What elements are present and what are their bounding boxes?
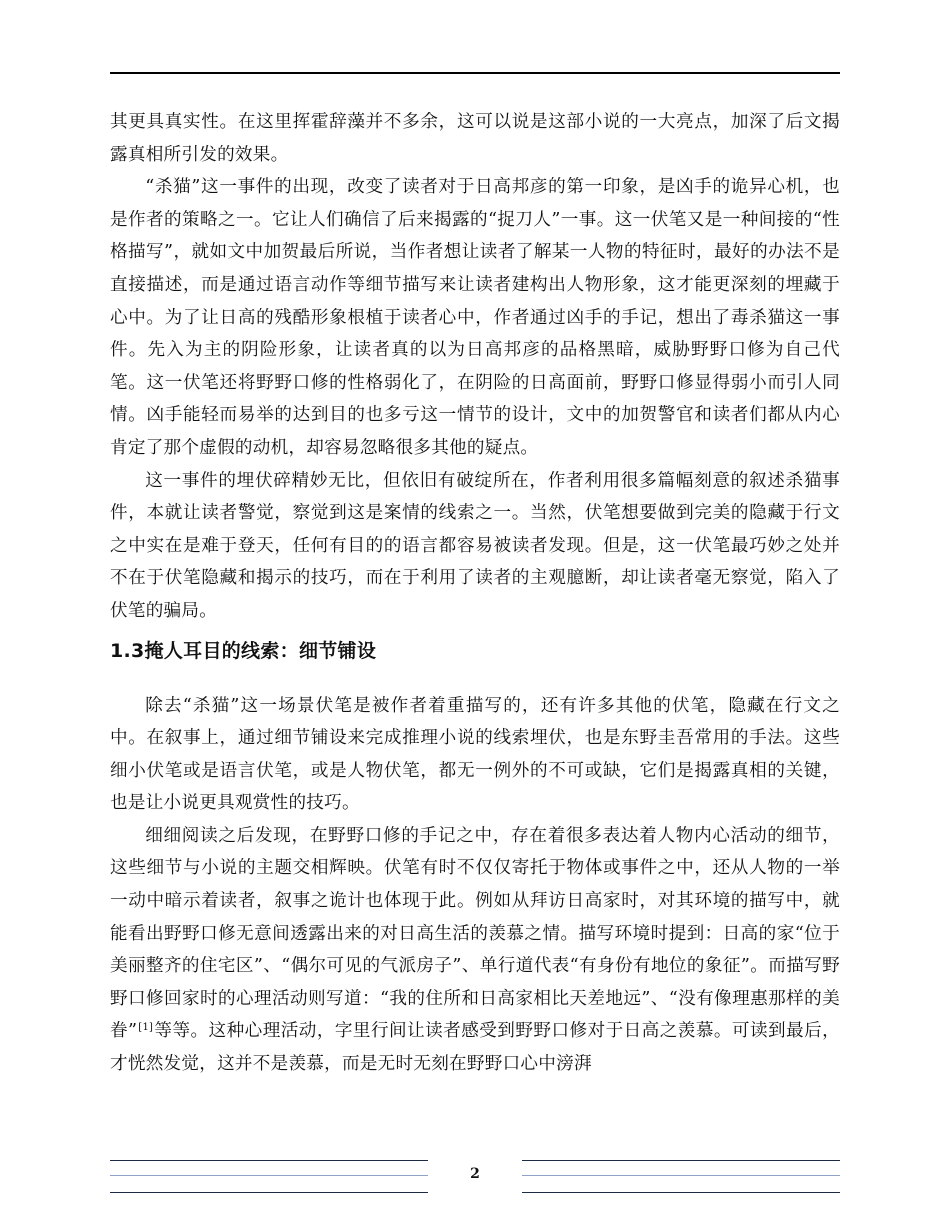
footer-rule-right-top	[522, 1160, 840, 1161]
paragraph-5-text-after-citation: 等等。这种心理活动，字里行间让读者感受到野野口修对于日高之羡慕。可读到最后，才恍然发觉，这并不是羡慕，而是无时无刻在野野口心中滂湃	[110, 1021, 840, 1075]
citation-marker[interactable]: [1]	[138, 1021, 154, 1033]
body-paragraph-4: 除去“杀猫”这一场景伏笔是被作者着重描写的，还有许多其他的伏笔，隐藏在行文之中。在叙事上，通过细节铺设来完成推理小说的线索埋伏，也是东野圭吾常用的手法。这些细小伏笔或是语言伏笔，或是人物伏笔，都无一例外的不可或缺，它们是揭露真相的关键，也是让小说更具观赏性的技巧。	[110, 695, 840, 814]
footer-rule-right-bottom	[522, 1192, 840, 1193]
header-rule	[110, 72, 840, 74]
footer-rule-left-top	[110, 1160, 428, 1161]
body-paragraph-1: 其更具真实性。在这里挥霍辞藻并不多余，这可以说是这部小说的一大亮点，加深了后文揭露真相所引发的效果。	[110, 112, 840, 165]
body-paragraph-3: 这一事件的埋伏碎精妙无比，但依旧有破绽所在，作者利用很多篇幅刻意的叙述杀猫事件，本就让读者警觉，察觉到这是案情的线索之一。当然，伏笔想要做到完美的隐藏于行文之中实在是难于登天，任何有目的的语言都容易被读者发现。但是，这一伏笔最巧妙之处并不在于伏笔隐藏和揭示的技巧，而在于利用了读者的主观臆断，却让读者毫无察觉，陷入了伏笔的骗局。	[110, 470, 840, 621]
page-number: 2	[470, 1166, 480, 1182]
paragraph-5-text-before-citation: 细细阅读之后发现，在野野口修的手记之中，存在着很多表达着人物内心活动的细节，这些细节与小说的主题交相辉映。伏笔有时不仅仅寄托于物体或事件之中，还从人物的一举一动中暗示着读者，叙事之诡计也体现于此。例如从拜访日高家时，对其环境的描写中，就能看出野野口修无意间透露出来的对日高生活的羡慕之情。描写环境时提到：日高的家“位于美丽整齐的住宅区”、“偶尔可见的气派房子”、单行道代表“有身份有地位的象征”。而描写野野口修回家时的心理活动则写道：“我的住所和日高家相比天差地远”、“没有像理惠那样的美眷”	[110, 825, 840, 1042]
footer-rule-right-middle	[522, 1175, 840, 1176]
footer-rule-left-bottom	[110, 1192, 428, 1193]
footer-rule-left-middle	[110, 1175, 428, 1176]
body-paragraph-5	[110, 820, 840, 1081]
page-footer	[0, 1158, 950, 1208]
page-body	[110, 106, 840, 1081]
body-paragraph-2: “杀猫”这一事件的出现，改变了读者对于日高邦彦的第一印象，是凶手的诡异心机，也是作者的策略之一。它让人们确信了后来揭露的“捉刀人”一事。这一伏笔又是一种间接的“性格描写”，就如文中加贺最后所说，当作者想让读者了解某一人物的特征时，最好的办法不是直接描述，而是通过语言动作等细节描写来让读者建构出人物形象，这才能更深刻的埋藏于心中。为了让日高的残酷形象根植于读者心中，作者通过凶手的手记，想出了毒杀猫这一事件。先入为主的阴险形象，让读者真的以为日高邦彦的品格黑暗，威胁野野口修为自己代笔。这一伏笔还将野野口修的性格弱化了，在阴险的日高面前，野野口修显得弱小而引人同情。凶手能轻而易举的达到目的也多亏这一情节的设计，文中的加贺警官和读者们都从内心肯定了那个虚假的动机，却容易忽略很多其他的疑点。	[110, 177, 840, 458]
section-heading: 1.3掩人耳目的线索：细节铺设	[110, 639, 377, 662]
